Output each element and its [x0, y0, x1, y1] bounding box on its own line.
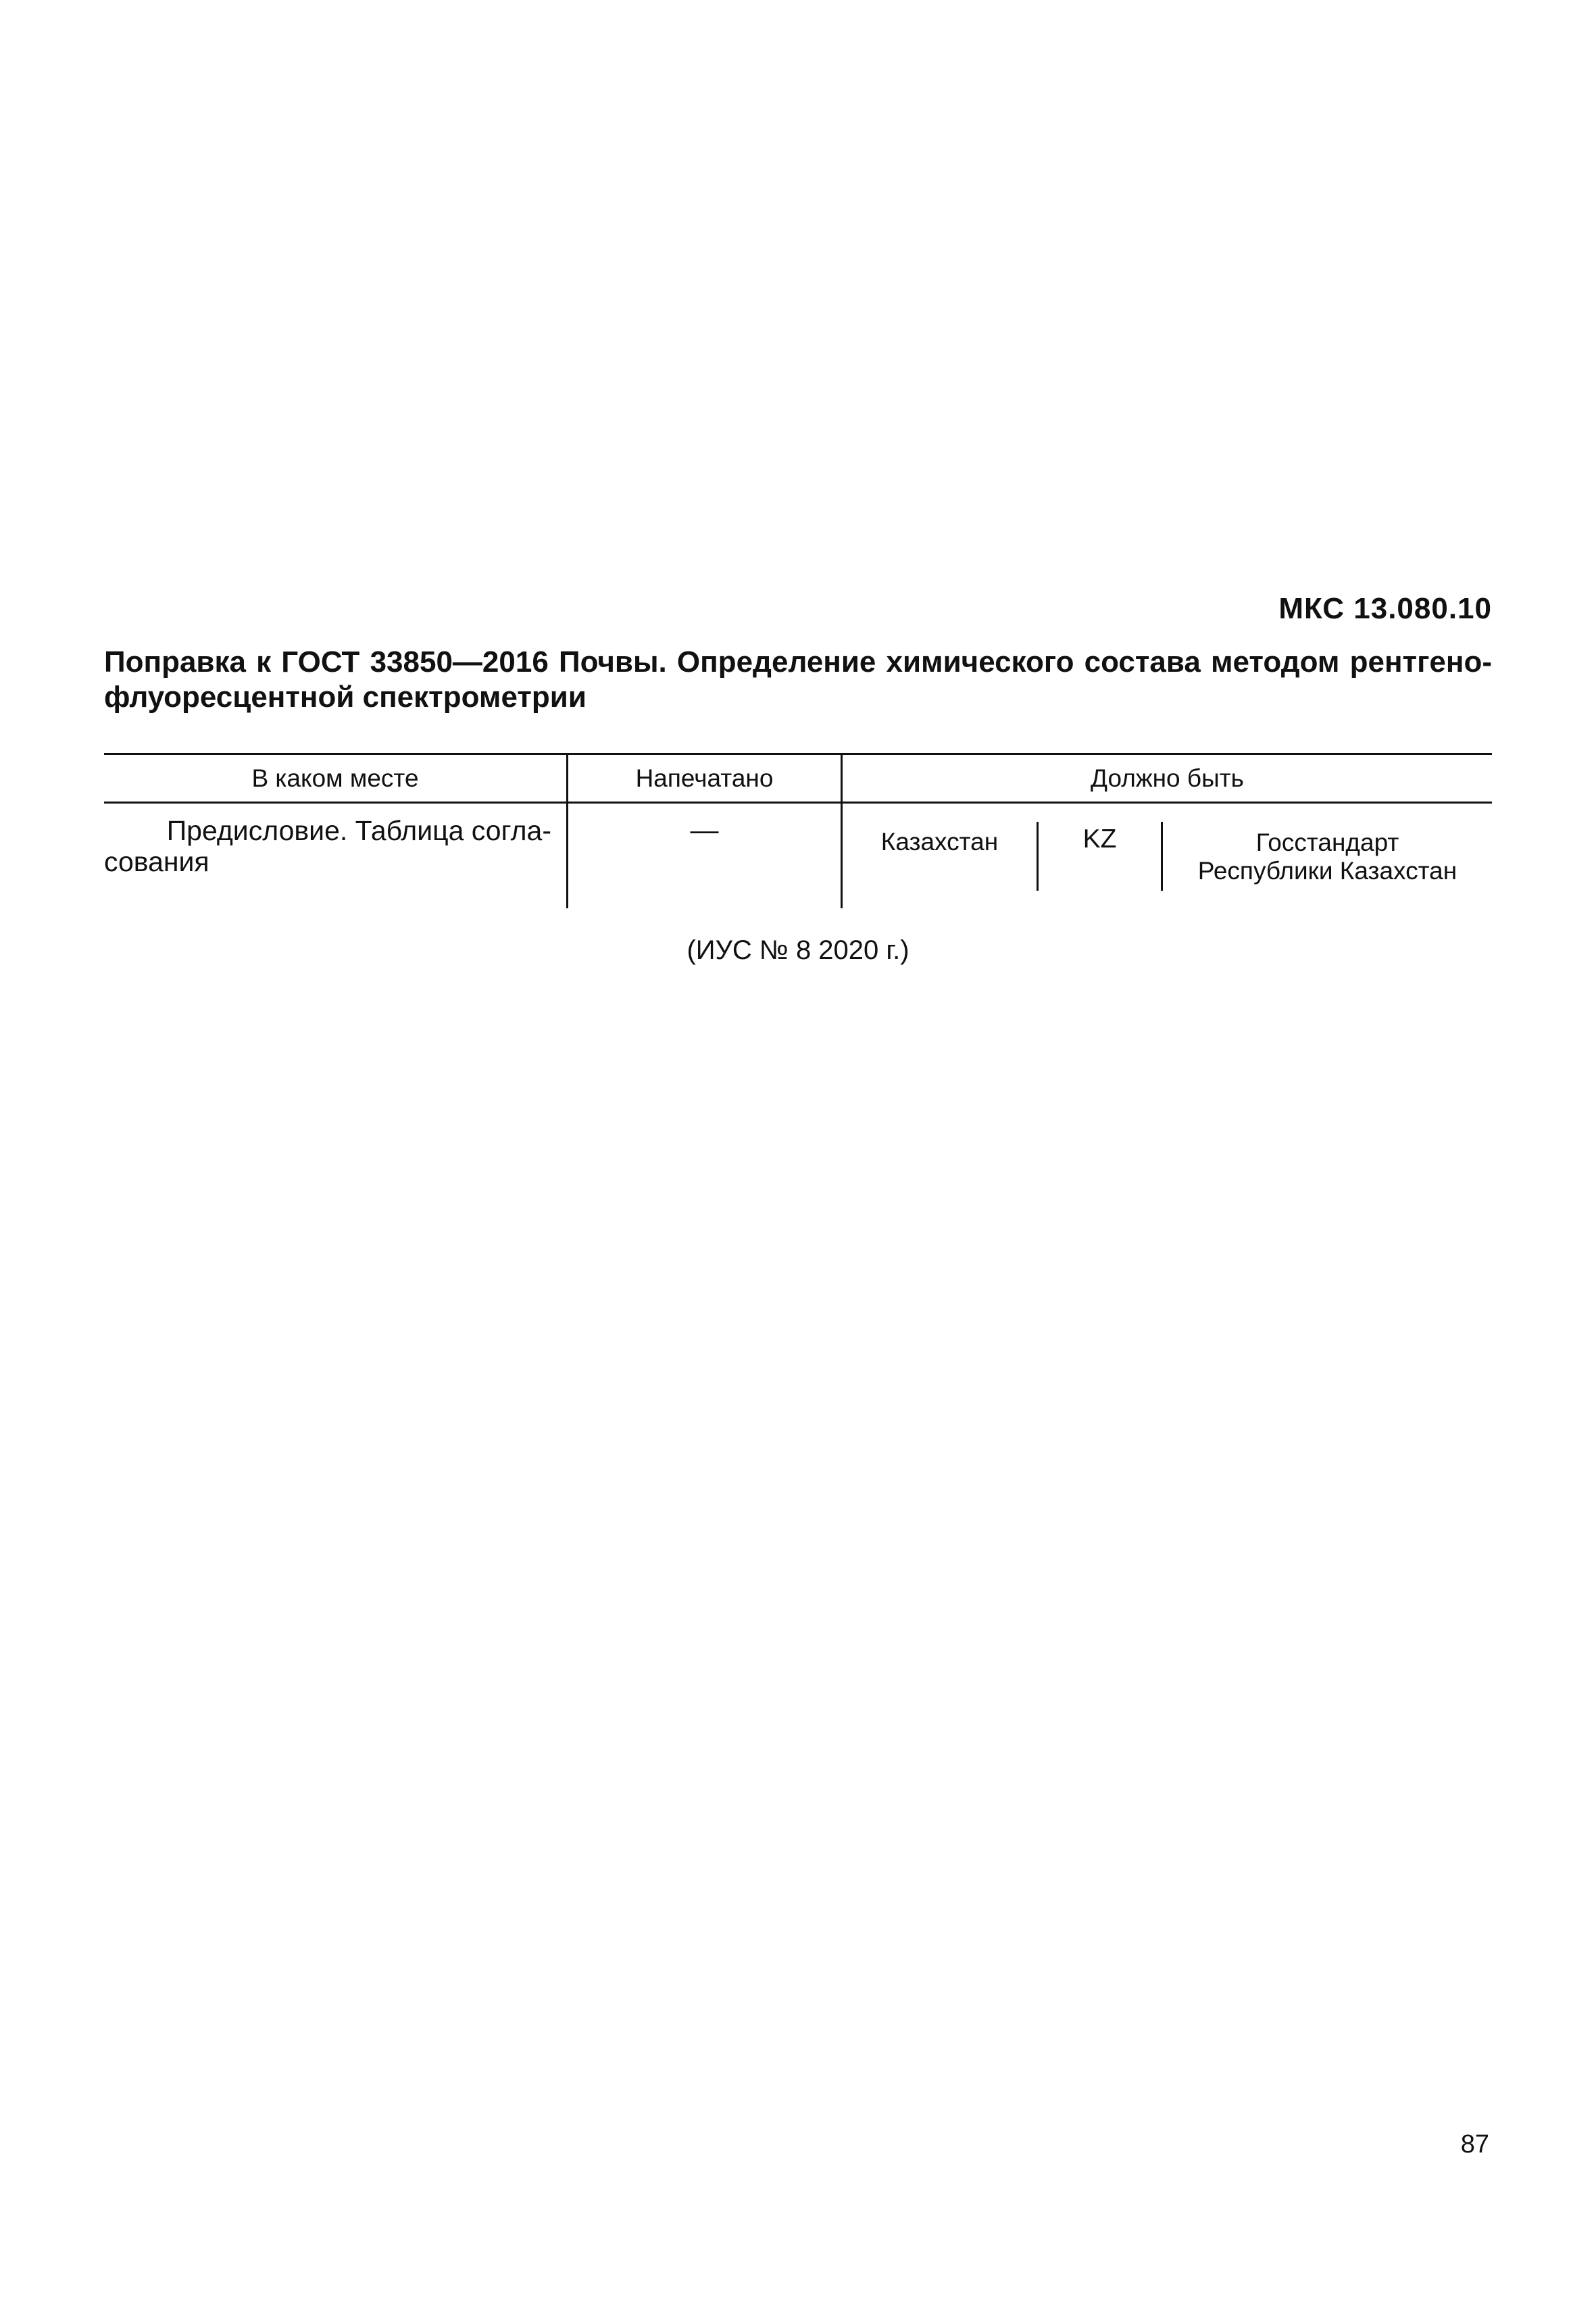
title-line-1: Поправка к ГОСТ 33850—2016 Почвы. Определение химического состава методом рентгено- [104, 645, 1492, 679]
column-header-place: В каком месте [251, 764, 419, 792]
correction-table [104, 753, 1492, 908]
ius-note: (ИУС № 8 2020 г.) [687, 935, 909, 965]
table-top-rule [104, 753, 1492, 755]
cell-place [104, 815, 553, 877]
page-number: 87 [1460, 2130, 1489, 2159]
cell-place-line-1: Предисловие. Таблица согла- [166, 815, 551, 846]
cell-printed: — [690, 814, 719, 845]
column-header-should-be: Должно быть [1091, 764, 1244, 792]
cell-standards-body-line-2: Республики Казахстан [1197, 857, 1457, 885]
document-title [104, 645, 1492, 715]
mks-code: МКС 13.080.10 [1278, 592, 1492, 625]
cell-standards-body-line-1: Госстандарт [1255, 829, 1399, 856]
cell-place-line-2: сования [104, 846, 209, 877]
cell-country: Казахстан [880, 828, 999, 856]
title-line-2: флуоресцентной спектрометрии [104, 681, 587, 714]
cell-country-code: KZ [1082, 824, 1117, 854]
column-header-printed: Напечатано [635, 764, 774, 792]
cell-standards-body [1163, 829, 1492, 885]
table-header-rule [104, 802, 1492, 804]
